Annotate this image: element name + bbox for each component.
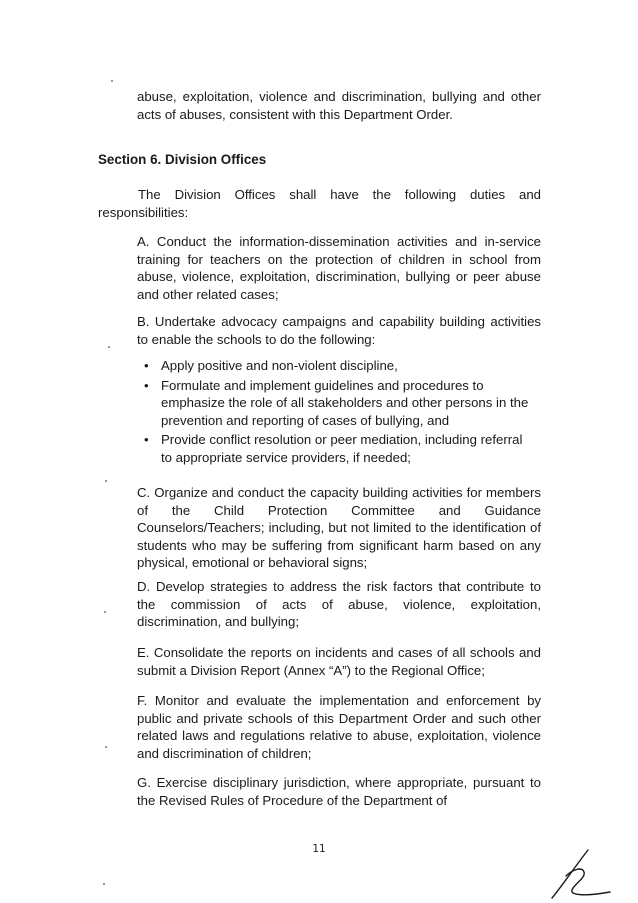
list-item [137, 377, 537, 430]
scan-speck [105, 746, 107, 748]
item-f-paragraph: F. Monitor and evaluate the implementation and enforcement by public and private schools of this Department Order and such other related laws and regulations relative to abuse, exploitation, violence and discrimination of children; [137, 693, 541, 761]
item-g-paragraph: G. Exercise disciplinary jurisdiction, where appropriate, pursuant to the Revised Rules of Procedure of the Department of [137, 775, 541, 808]
list-item-text: Apply positive and non-violent discipline, [161, 358, 398, 373]
scan-speck [108, 346, 110, 348]
scan-speck [104, 611, 106, 613]
list-item [137, 357, 537, 375]
bullet-glyph: • [144, 377, 149, 393]
page-number: 11 [312, 843, 326, 855]
list-item-text: Provide conflict resolution or peer mediation, including referral to appropriate service providers, if needed; [161, 432, 523, 465]
item-c-paragraph: C. Organize and conduct the capacity building activities for members of the Child Protection Committee and Guidance Counselors/Teachers; including, but not limited to the identification of students who may be suffering from significant harm based on any physical, emotional or behavioral signs; [137, 485, 541, 571]
list-item-text: Formulate and implement guidelines and procedures to emphasize the role of all stakeholders and other persons in the prevention and reporting of cases of bullying, and [161, 377, 529, 428]
item-a-paragraph: A. Conduct the information-dissemination activities and in-service training for teachers on the protection of children in school from abuse, violence, exploitation, discrimination, bullying or peer abuse and other related cases; [137, 234, 541, 302]
item-e-paragraph: E. Consolidate the reports on incidents and cases of all schools and submit a Division Report (Annex “A”) to the Regional Office; [137, 645, 541, 678]
bullet-list [137, 357, 537, 469]
scan-speck [111, 80, 113, 82]
item-d-paragraph: D. Develop strategies to address the risk factors that contribute to the commission of acts of abuse, violence, exploitation, discrimination, and bullying; [137, 579, 541, 630]
bullet-glyph: • [144, 358, 149, 373]
handwritten-initials [548, 846, 618, 901]
item-b-paragraph: B. Undertake advocacy campaigns and capability building activities to enable the schools to do the following: [137, 314, 541, 347]
scan-speck [105, 480, 107, 482]
section-heading: Section 6. Division Offices [98, 152, 267, 167]
intro-paragraph: The Division Offices shall have the following duties and responsibilities: [98, 187, 541, 220]
scan-speck [103, 883, 105, 885]
list-item [137, 431, 537, 466]
continuation-paragraph: abuse, exploitation, violence and discrimination, bullying and other acts of abuses, consistent with this Department Order. [137, 89, 541, 122]
bullet-glyph: • [144, 432, 149, 448]
